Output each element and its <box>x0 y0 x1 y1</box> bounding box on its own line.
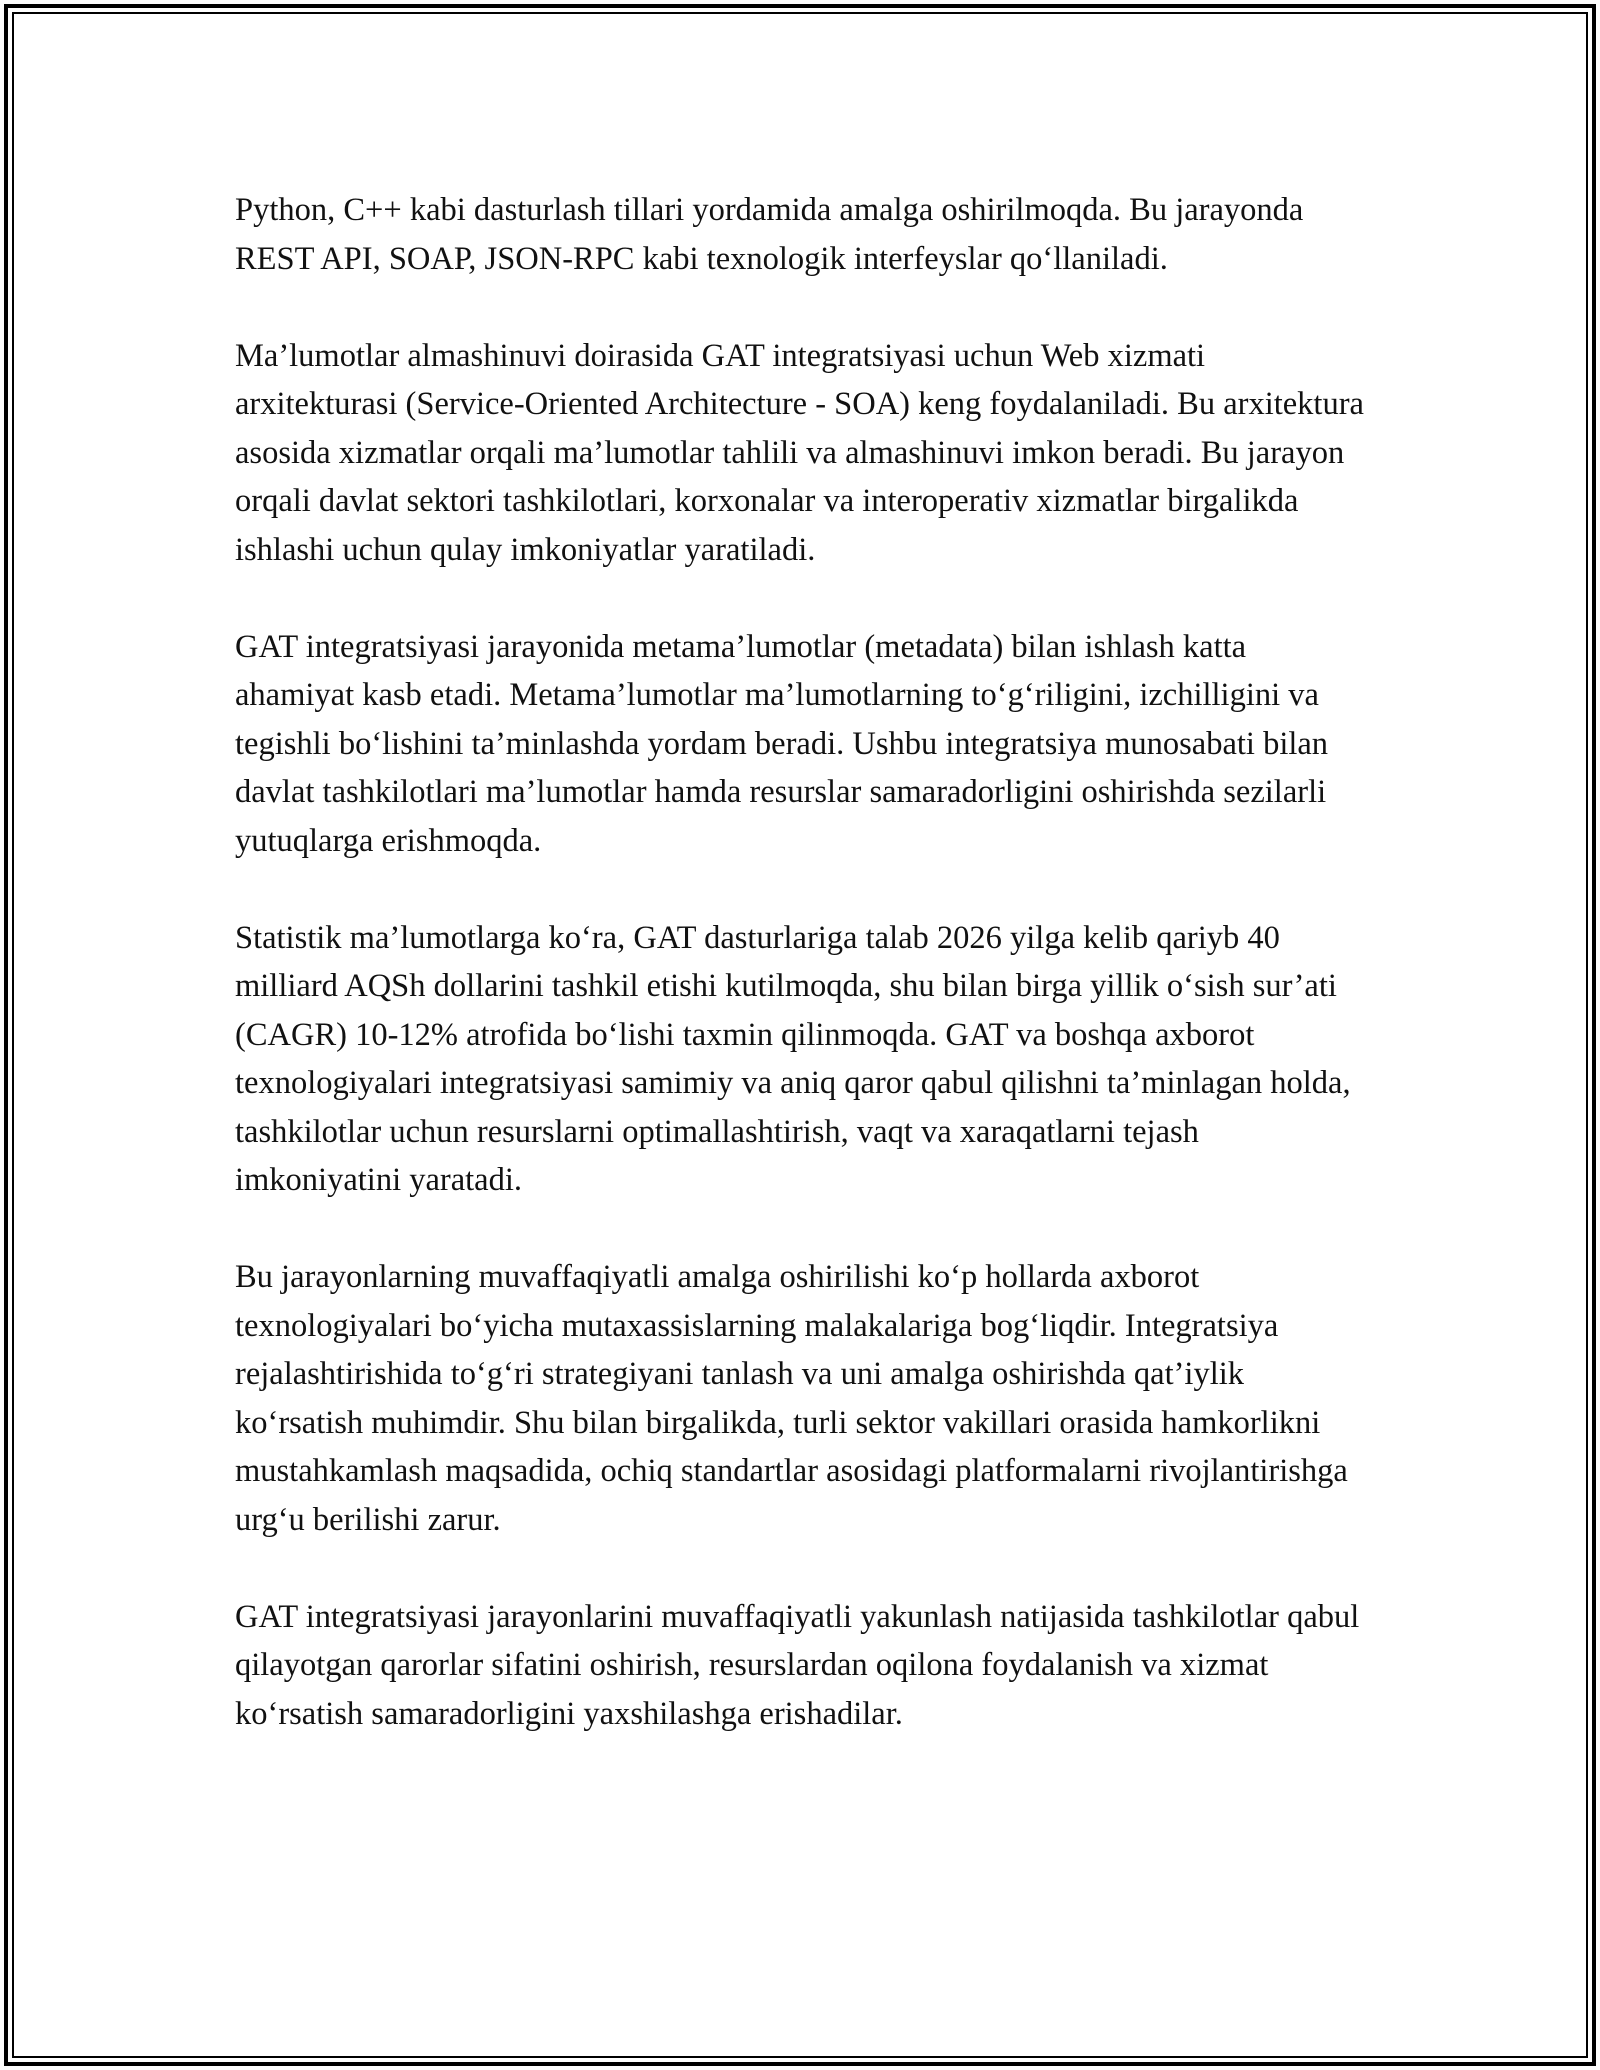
paragraph-specialists: Bu jarayonlarning muvaffaqiyatli amalga oshirilishi ko‘p hollarda axborot texnologiyalari bo‘yicha mutaxassislarning malakalariga bog‘liqdir. Integratsiya rejalashtirishida to‘g‘ri strategiyani tanlash va uni amalga oshirishda qat’iylik ko‘rsatish muhimdir. Shu bilan birgalikda, turli sektor vakillari orasida hamkorlikni mustahkamlash maqsadida, ochiq standartlar asosidagi platformalarni rivojlantirishga urg‘u berilishi zarur. <box>235 1259 1348 1538</box>
paragraph-metadata: GAT integratsiyasi jarayonida metama’lumotlar (metadata) bilan ishlash katta ahamiyat kasb etadi. Metama’lumotlar ma’lumotlarning to‘g‘riligini, izchilligini va tegishli bo‘lishini ta’minlashda yordam beradi. Ushbu integratsiya munosabati bilan davlat tashkilotlari ma’lumotlar hamda resurslar samaradorligini oshirishda sezilarli yutuqlarga erishmoqda. <box>235 628 1329 859</box>
paragraph-conclusion: GAT integratsiyasi jarayonlarini muvaffaqiyatli yakunlash natijasida tashkilotlar qabul qilayotgan qarorlar sifatini oshirish, resurslardan oqilona foydalanish va xizmat ko‘rsatish samaradorligini yaxshilashga erishadilar. <box>235 1598 1360 1732</box>
paragraph-statistics: Statistik ma’lumotlarga ko‘ra, GAT dasturlariga talab 2026 yilga kelib qariyb 40 milliard AQSh dollarini tashkil etishi kutilmoqda, shu bilan birga yillik o‘sish sur’ati (CAGR) 10-12% atrofida bo‘lishi taxmin qilinmoqda. GAT va boshqa axborot texnologiyalari integratsiyasi samimiy va aniq qaror qabul qilishni ta’minlagan holda, tashkilotlar uchun resurslarni optimallashtirish, vaqt va xaraqatlarni tejash imkoniyatini yaratadi. <box>235 919 1351 1198</box>
paragraph-soa-architecture: Ma’lumotlar almashinuvi doirasida GAT integratsiyasi uchun Web xizmati arxitekturasi (Service-Oriented Architecture - SOA) keng foydalaniladi. Bu arxitektura asosida xizmatlar orqali ma’lumotlar tahlili va almashinuvi imkon beradi. Bu jarayon orqali davlat sektori tashkilotlari, korxonalar va interoperativ xizmatlar birgalikda ishlashi uchun qulay imkoniyatlar yaratiladi. <box>235 337 1364 568</box>
paragraph-programming-languages: Python, C++ kabi dasturlash tillari yordamida amalga oshirilmoqda. Bu jarayonda REST API, SOAP, JSON-RPC kabi texnologik interfeyslar qo‘llaniladi. <box>235 192 1304 277</box>
document-body <box>235 186 1370 1738</box>
